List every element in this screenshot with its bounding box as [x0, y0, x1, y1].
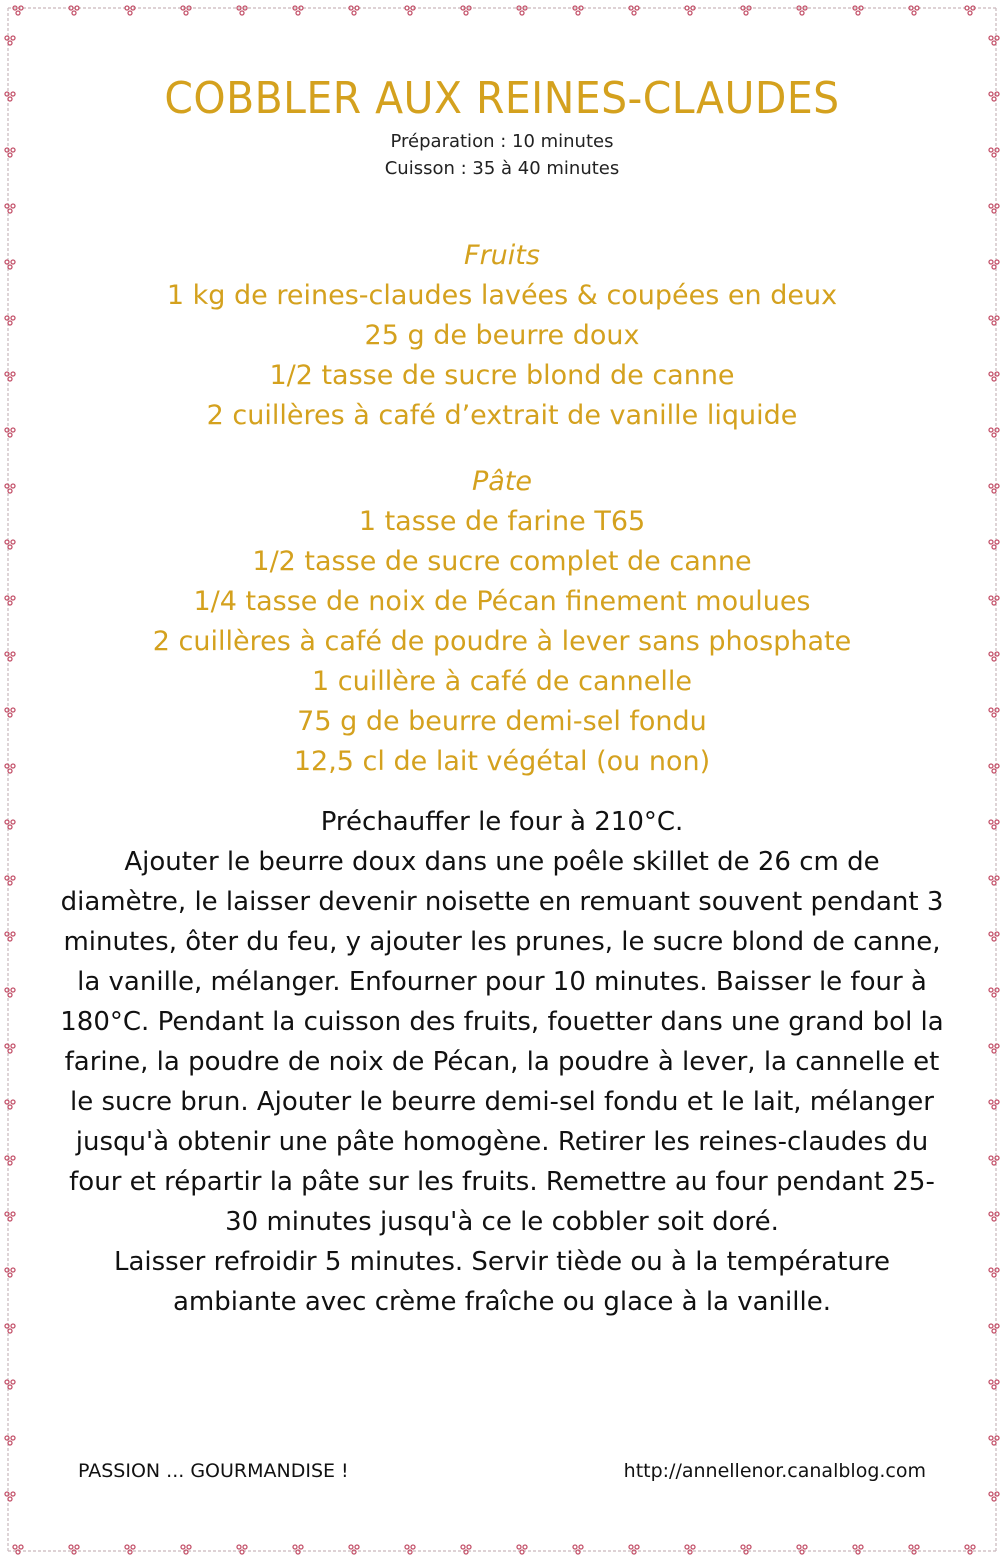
border-flower — [5, 1380, 15, 1389]
border-flower — [989, 92, 999, 101]
border-flower — [797, 1545, 807, 1554]
border-flower — [989, 372, 999, 381]
border-flower — [989, 1100, 999, 1109]
border-flower — [741, 6, 751, 15]
border-flower — [989, 260, 999, 269]
instruction-paragraph: Laisser refroidir 5 minutes. Servir tiède ou à la température ambiante avec crème fraîche ou glace à la vanille. — [113, 1247, 891, 1317]
instruction-paragraph: Préchauffer le four à 210°C. — [320, 807, 684, 837]
recipe-title: COBBLER AUX REINES-CLAUDES — [164, 73, 840, 124]
ingredient-item: 25 g de beurre doux — [364, 320, 640, 351]
instruction-paragraph: Ajouter le beurre doux dans une poêle skillet de 26 cm de diamètre, le laisser devenir noisette en remuant souvent pendant 3 minutes, ôter du feu, y ajouter les prunes, le sucre blond de canne, la vanille, mélanger. Enfourner pour 10 minutes. Baisser le four à 180°C. Pendant la cuisson des fruits, fouetter dans une grand bol la farine, la poudre de noix de Pécan, la poudre à lever, la cannelle et le sucre brun. Ajouter le beurre demi-sel fondu et le lait, mélanger jusqu'à obtenir une pâte homogène. Retirer les reines-claudes du four et répartir la pâte sur les fruits. Remettre au four pendant 25-30 minutes jusqu'à ce le cobbler soit doré. — [60, 847, 944, 1237]
border-flower — [5, 1044, 15, 1053]
border-flower — [989, 596, 999, 605]
border-flower — [5, 1212, 15, 1221]
border-flower — [69, 1545, 79, 1554]
border-flower — [125, 1545, 135, 1554]
border-flower — [69, 6, 79, 15]
border-flower — [989, 1492, 999, 1501]
border-flower — [293, 1545, 303, 1554]
border-flower — [5, 932, 15, 941]
border-flower — [989, 1044, 999, 1053]
border-flower — [5, 260, 15, 269]
border-flower — [5, 764, 15, 773]
border-flower — [989, 1268, 999, 1277]
ingredients-pate-section — [60, 462, 944, 782]
border-flower — [5, 372, 15, 381]
ingredient-item: 1 kg de reines-claudes lavées & coupées en deux — [166, 280, 838, 311]
border-flower — [989, 428, 999, 437]
ingredient-item: 1/2 tasse de sucre complet de canne — [252, 546, 752, 577]
border-flower — [5, 652, 15, 661]
border-flower — [461, 1545, 471, 1554]
border-flower — [989, 1324, 999, 1333]
border-flower — [5, 708, 15, 717]
border-flower — [989, 764, 999, 773]
ingredient-item: 1/4 tasse de noix de Pécan finement moulues — [193, 586, 811, 617]
footer-blog-url: http://annellenor.canalblog.com — [623, 1460, 926, 1482]
border-flower — [685, 6, 695, 15]
section-title-pate: Pâte — [471, 466, 533, 497]
border-flower — [629, 6, 639, 15]
border-flower — [125, 6, 135, 15]
border-flower — [989, 540, 999, 549]
border-flower — [5, 596, 15, 605]
border-flower — [5, 92, 15, 101]
border-flower — [5, 148, 15, 157]
border-flower — [797, 6, 807, 15]
border-flower — [405, 6, 415, 15]
border-flower — [5, 484, 15, 493]
border-flower — [5, 540, 15, 549]
instructions — [60, 802, 944, 1322]
border-flower — [989, 932, 999, 941]
border-flower — [685, 1545, 695, 1554]
border-flower — [573, 6, 583, 15]
border-flower — [989, 1436, 999, 1445]
border-flower — [293, 6, 303, 15]
preparation-time: Préparation : 10 minutes — [390, 131, 614, 152]
border-flower — [853, 6, 863, 15]
border-flower — [5, 988, 15, 997]
ingredient-item: 12,5 cl de lait végétal (ou non) — [293, 746, 711, 777]
border-flower — [5, 1156, 15, 1165]
ingredient-item: 2 cuillères à café d’extrait de vanille liquide — [206, 400, 798, 431]
border-flower — [181, 1545, 191, 1554]
border-flower — [989, 1156, 999, 1165]
border-flower — [5, 820, 15, 829]
border-flower — [5, 1268, 15, 1277]
border-flower — [989, 988, 999, 997]
ingredients-fruits-section — [60, 236, 944, 436]
border-flower — [405, 1545, 415, 1554]
border-flower — [5, 1324, 15, 1333]
border-flower — [349, 1545, 359, 1554]
border-flower — [5, 204, 15, 213]
border-flower — [237, 1545, 247, 1554]
border-flower — [629, 1545, 639, 1554]
border-flower — [853, 1545, 863, 1554]
cooking-time: Cuisson : 35 à 40 minutes — [384, 158, 620, 179]
border-flower — [989, 708, 999, 717]
ingredient-item: 1/2 tasse de sucre blond de canne — [269, 360, 735, 391]
border-flower — [181, 6, 191, 15]
ingredient-item: 1 tasse de farine T65 — [358, 506, 646, 537]
border-flower — [13, 1545, 23, 1554]
border-flower — [5, 1100, 15, 1109]
ingredient-item: 75 g de beurre demi-sel fondu — [297, 706, 707, 737]
border-flower — [909, 6, 919, 15]
border-flower — [461, 6, 471, 15]
border-flower — [989, 1380, 999, 1389]
footer — [78, 1460, 926, 1482]
border-flower — [909, 1545, 919, 1554]
border-flower — [13, 6, 23, 15]
border-flower — [573, 1545, 583, 1554]
border-flower — [517, 6, 527, 15]
border-flower — [989, 876, 999, 885]
border-flower — [5, 1436, 15, 1445]
border-flower — [989, 36, 999, 45]
border-flower — [965, 1545, 975, 1554]
border-flower — [989, 652, 999, 661]
border-flower — [5, 876, 15, 885]
border-flower — [349, 6, 359, 15]
border-flower — [237, 6, 247, 15]
border-flower — [5, 428, 15, 437]
border-flower — [989, 204, 999, 213]
border-flower — [5, 316, 15, 325]
footer-tagline: PASSION ... GOURMANDISE ! — [78, 1460, 349, 1482]
ingredient-item: 1 cuillère à café de cannelle — [312, 666, 692, 697]
section-title-fruits: Fruits — [464, 240, 540, 271]
border-flower — [5, 1492, 15, 1501]
border-flower — [741, 1545, 751, 1554]
border-flower — [5, 36, 15, 45]
border-flower — [989, 1212, 999, 1221]
border-flower — [989, 148, 999, 157]
border-flower — [989, 820, 999, 829]
border-flower — [989, 484, 999, 493]
border-flower — [989, 316, 999, 325]
border-flower — [517, 1545, 527, 1554]
ingredient-item: 2 cuillères à café de poudre à lever sans phosphate — [152, 626, 852, 657]
border-flower — [965, 6, 975, 15]
recipe-card — [60, 70, 944, 1322]
